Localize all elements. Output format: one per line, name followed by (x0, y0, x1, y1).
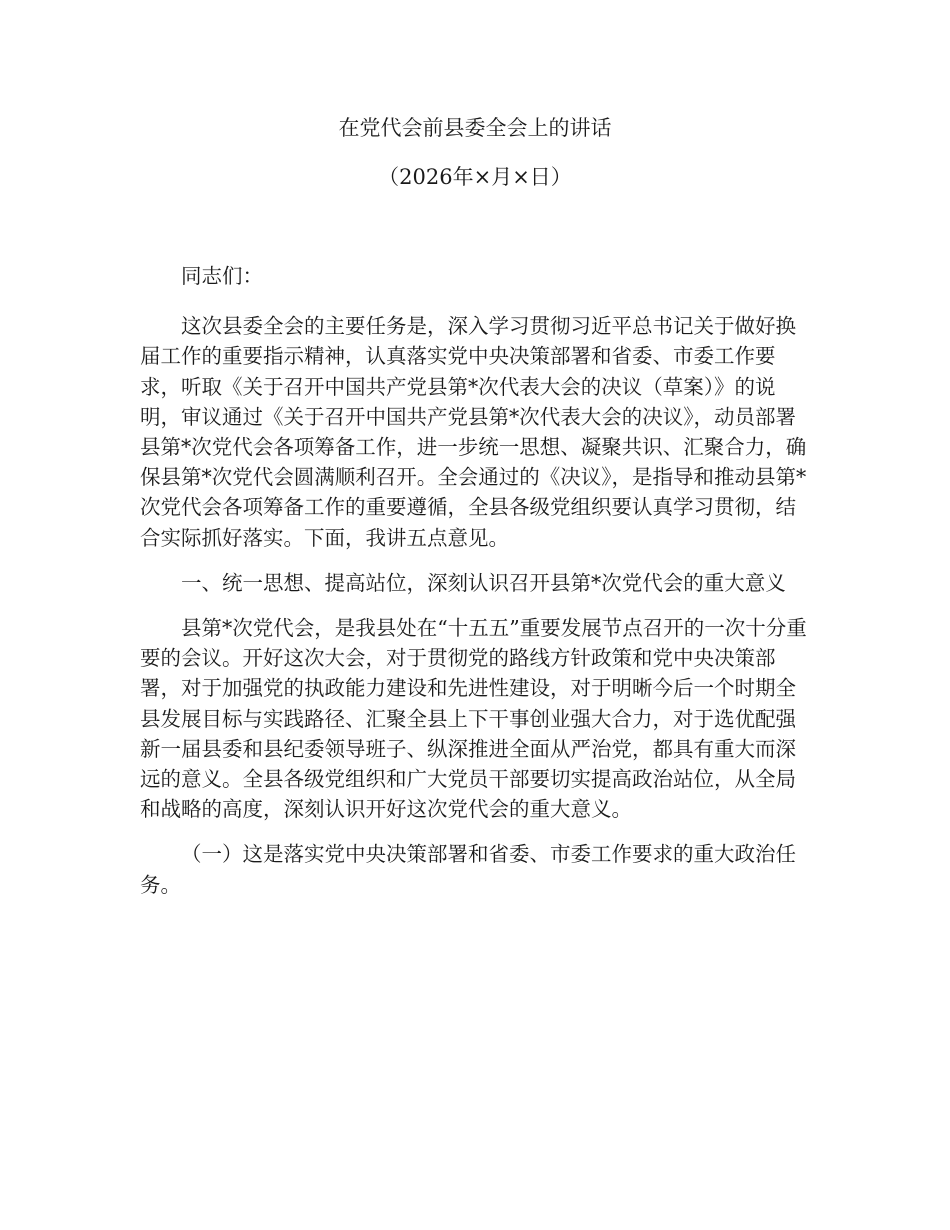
document-body (140, 261, 810, 915)
subsection-heading-1: （一）这是落实党中央决策部署和省委、市委工作要求的重大政治任务。 (140, 842, 796, 897)
paragraph-intro: 这次县委全会的主要任务是，深入学习贯彻习近平总书记关于做好换届工作的重要指示精神，认真落实党中央决策部署和省委、市委工作要求，听取《关于召开中国共产党县第*次代表大会的决议（草案）》的说明，审议通过《关于召开中国共产党县第*次代表大会的决议》，动员部署县第*次党代会各项筹备工作，进一步统一思想、凝聚共识、汇聚合力，确保县第*次党代会圆满顺利召开。全会通过的《决议》，是指导和推动县第*次党代会各项筹备工作的重要遵循，全县各级党组织要认真学习贯彻，结合实际抓好落实。下面，我讲五点意见。 (140, 314, 807, 550)
document-date: （2026年×月×日） (378, 165, 572, 189)
paragraph-significance: 县第*次党代会，是我县处在“十五五”重要发展节点召开的一次十分重要的会议。开好这次大会，对于贯彻党的路线方针政策和党中央决策部署，对于加强党的执政能力建设和先进性建设，对于明晰今后一个时期全县发展目标与实践路径、汇聚全县上下干事创业强大合力，对于选优配强新一届县委和县纪委领导班子、纵深推进全面从严治党，都具有重大而深远的意义。全县各级党组织和广大党员干部要切实提高政治站位，从全局和战略的高度，深刻认识开好这次党代会的重大意义。 (140, 616, 807, 822)
document-title: 在党代会前县委全会上的讲话 (338, 116, 612, 140)
section-heading-1: 一、统一思想、提高站位，深刻认识召开县第*次党代会的重大意义 (181, 570, 786, 595)
greeting: 同志们： (181, 264, 263, 288)
